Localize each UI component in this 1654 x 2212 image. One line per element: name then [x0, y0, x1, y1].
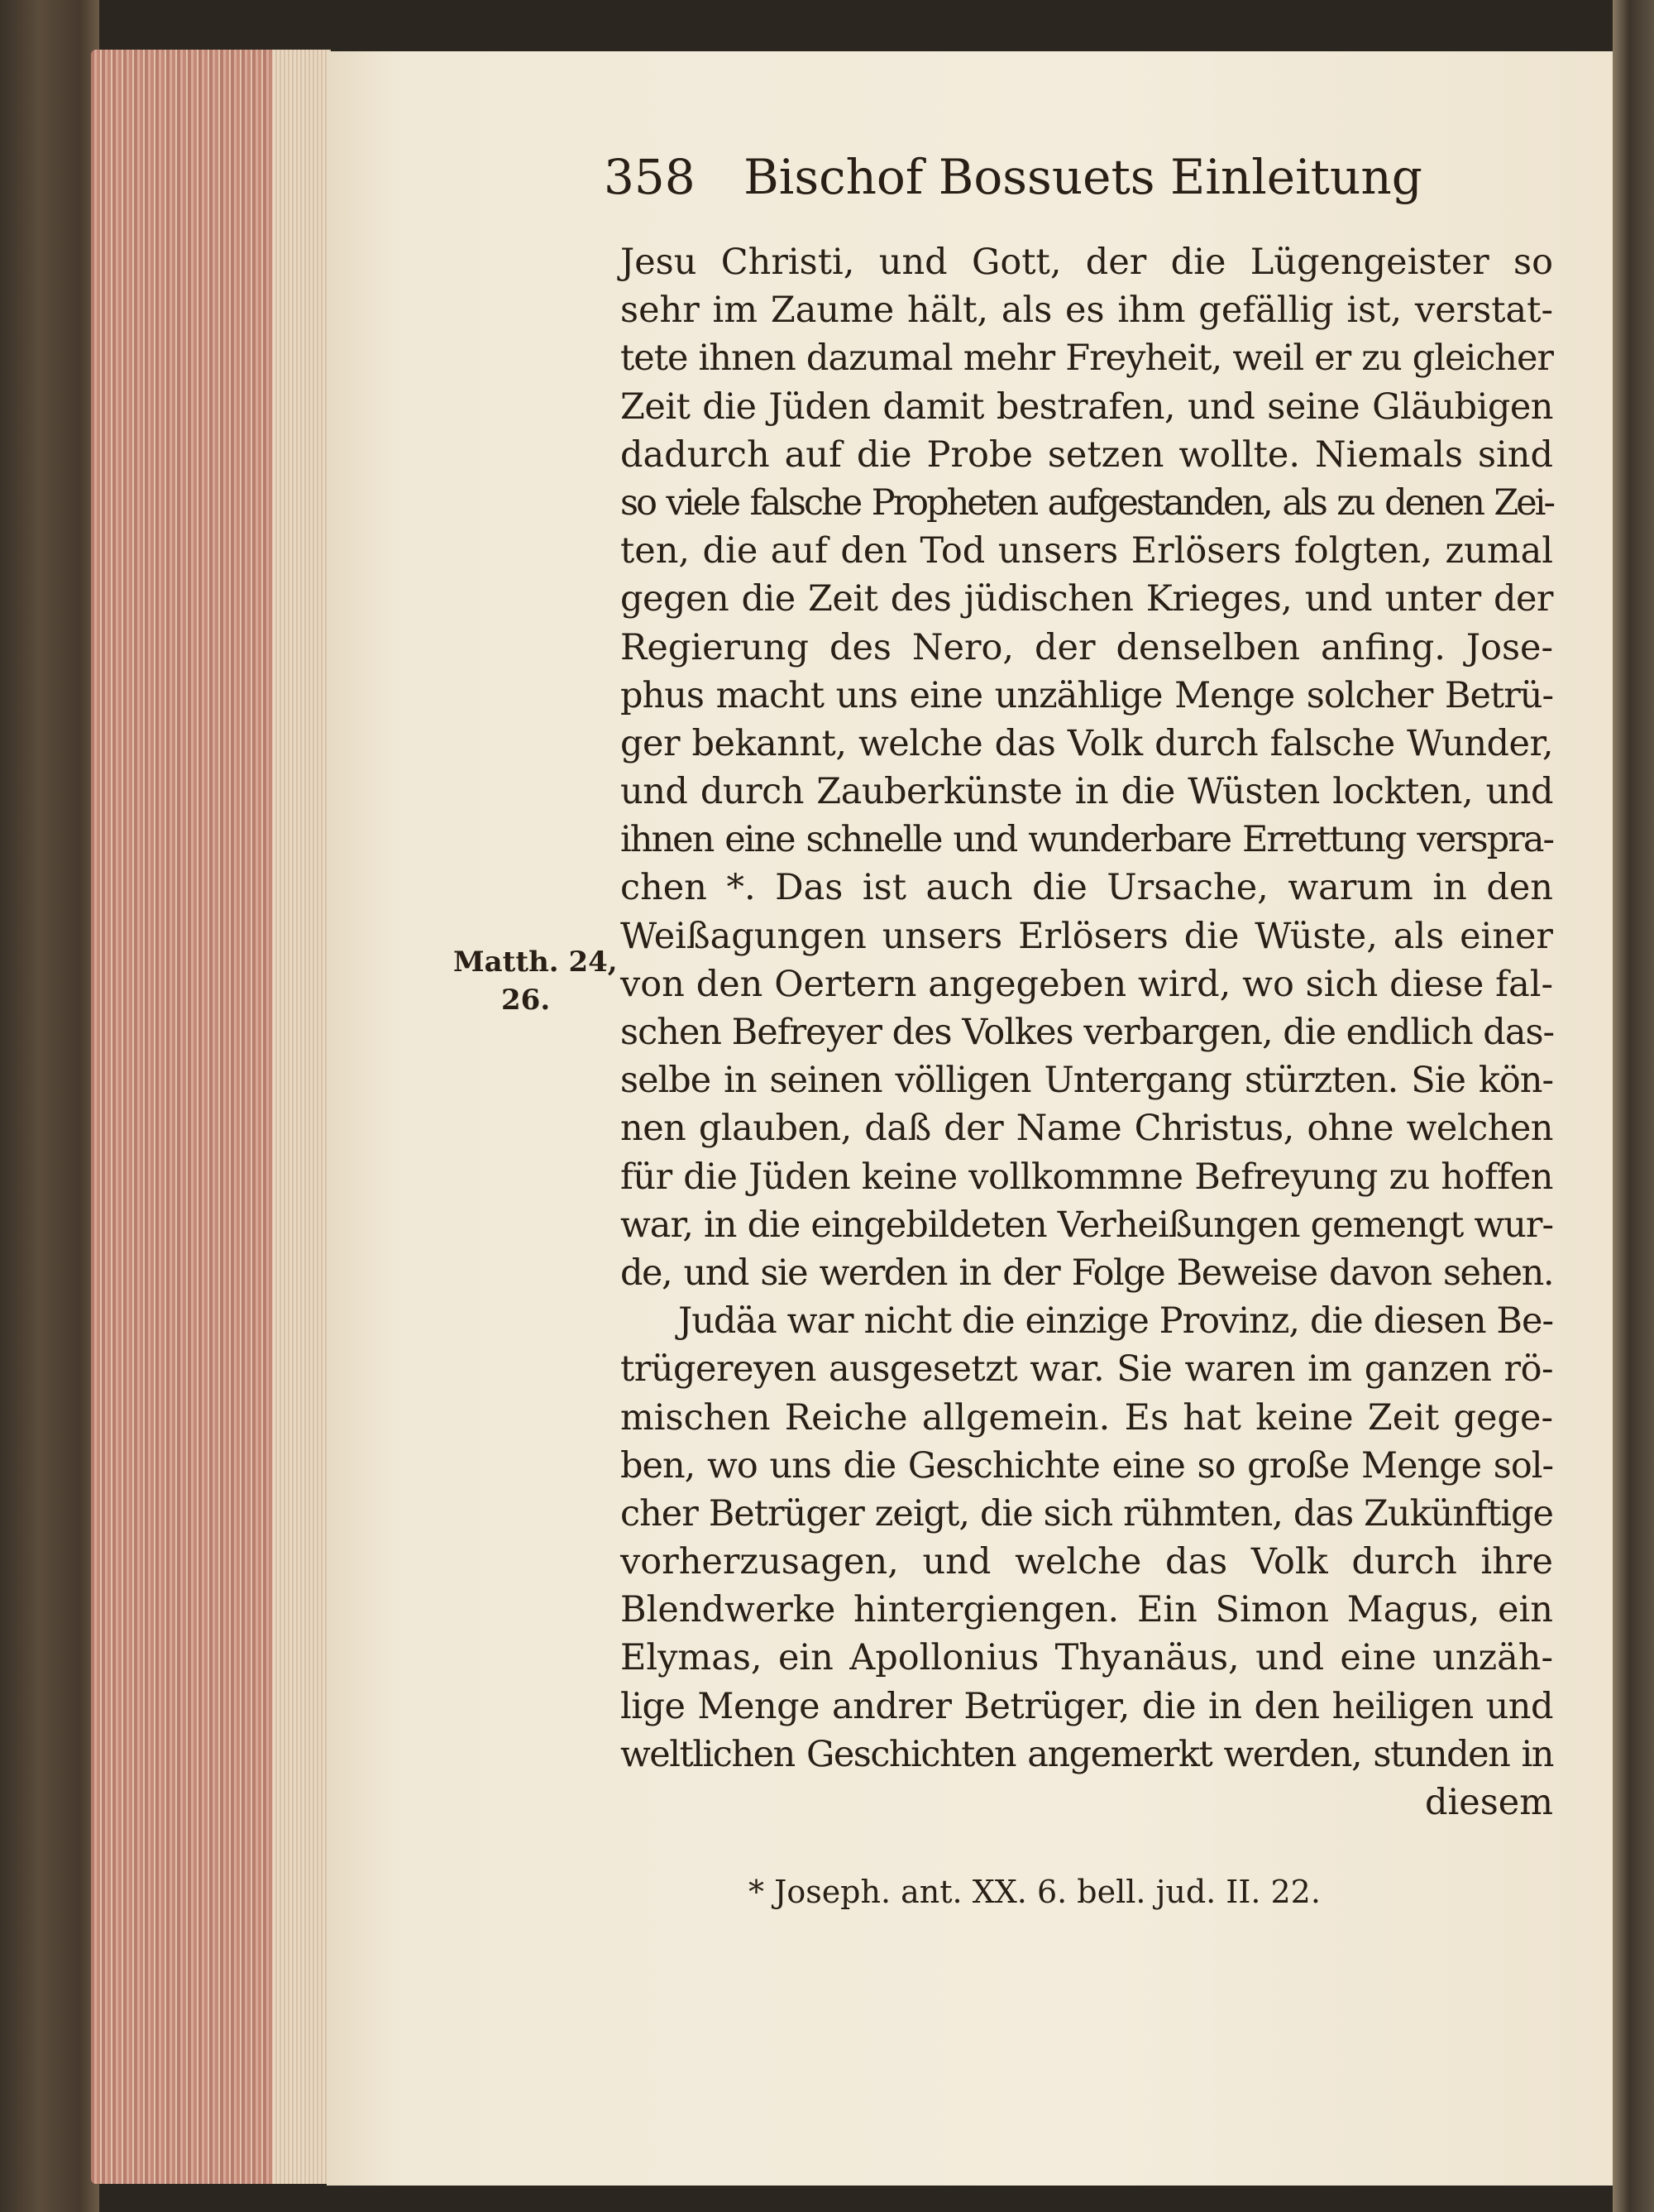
- text-line: schen Befreyer des Volkes verbargen, die endlich das-: [620, 1012, 1555, 1053]
- margin-note-line: Matth. 24,: [453, 946, 618, 979]
- text-line: trügereyen ausgesetzt war. Sie waren im ganzen rö-: [620, 1348, 1553, 1391]
- text-line: nen glauben, daß der Name Christus, ohne welchen: [620, 1108, 1553, 1150]
- text-line: für die Jüden keine vollkommne Befreyung zu hoffen: [620, 1156, 1553, 1198]
- text-line: tete ihnen dazumal mehr Freyheit, weil er zu gleicher: [620, 338, 1553, 380]
- running-title: Bischof Bossuets Einleitung: [743, 149, 1422, 205]
- text-line: so viele falsche Propheten aufgestanden, als zu denen Zei-: [620, 481, 1553, 524]
- page-edges-inner: [273, 50, 331, 2184]
- text-line: Judäa war nicht die einzige Provinz, die diesen Be-: [678, 1300, 1553, 1343]
- text-line: von den Oertern angegeben wird, wo sich diese fal-: [620, 963, 1553, 1005]
- facing-cover: [1613, 0, 1654, 2212]
- text-line: sehr im Zaume hält, als es ihm gefällig ist, verstat-: [620, 290, 1553, 332]
- margin-note-line: 26.: [501, 984, 551, 1017]
- text-line: selbe in seinen völligen Untergang stürzten. Sie kön-: [620, 1060, 1553, 1102]
- text-line: dadurch auf die Probe setzen wollte. Niemals sind: [620, 433, 1553, 476]
- text-line: Zeit die Jüden damit bestrafen, und seine Gläubigen: [620, 385, 1553, 428]
- text-line: cher Betrüger zeigt, die sich rühmten, das Zukünftige: [620, 1492, 1553, 1535]
- running-header: [604, 149, 1422, 205]
- text-line: ger bekannt, welche das Volk durch falsche Wunder,: [620, 722, 1553, 764]
- text-line: phus macht uns eine unzählige Menge solcher Betrü-: [620, 674, 1553, 716]
- text-line: chen *. Das ist auch die Ursache, warum in den: [620, 867, 1553, 909]
- body-text: [620, 238, 1553, 1827]
- text-line: gegen die Zeit des jüdischen Krieges, und unter der: [620, 578, 1553, 620]
- text-line: Jesu Christi, und Gott, der die Lügengeister so: [620, 242, 1553, 283]
- text-line: war, in die eingebildeten Verheißungen gemengt wur-: [620, 1204, 1553, 1246]
- text-line: mischen Reiche allgemein. Es hat keine Zeit gege-: [620, 1396, 1553, 1439]
- catchword: diesem: [1424, 1782, 1553, 1823]
- text-line: Weißagungen unsers Erlösers die Wüste, als einer: [620, 915, 1553, 957]
- footnote: * Joseph. ant. XX. 6. bell. jud. II. 22.: [748, 1874, 1321, 1910]
- margin-note: [453, 943, 618, 1019]
- text-line: de, und sie werden in der Folge Beweise davon sehen.: [620, 1252, 1553, 1294]
- text-line: ten, die auf den Tod unsers Erlösers folgten, zumal: [620, 530, 1553, 572]
- page-number: 358: [604, 149, 696, 205]
- book-cover: [0, 0, 99, 2212]
- text-line: ben, wo uns die Geschichte eine so große Menge sol-: [620, 1444, 1553, 1487]
- text-line: Regierung des Nero, der denselben anfing. Jose-: [620, 626, 1553, 668]
- text-line: Blendwerke hintergiengen. Ein Simon Magus, ein: [620, 1589, 1553, 1631]
- text-line: und durch Zauberkünste in die Wüsten lockten, und: [620, 771, 1553, 813]
- text-line: Elymas, ein Apollonius Thyanäus, und eine unzäh-: [620, 1637, 1553, 1679]
- text-line: ihnen eine schnelle und wunderbare Errettung verspra-: [620, 819, 1553, 861]
- text-line: lige Menge andrer Betrüger, die in den heiligen und: [620, 1685, 1553, 1727]
- text-line: vorherzusagen, und welche das Volk durch ihre: [620, 1541, 1553, 1583]
- text-line: weltlichen Geschichten angemerkt werden, stunden in: [620, 1733, 1553, 1775]
